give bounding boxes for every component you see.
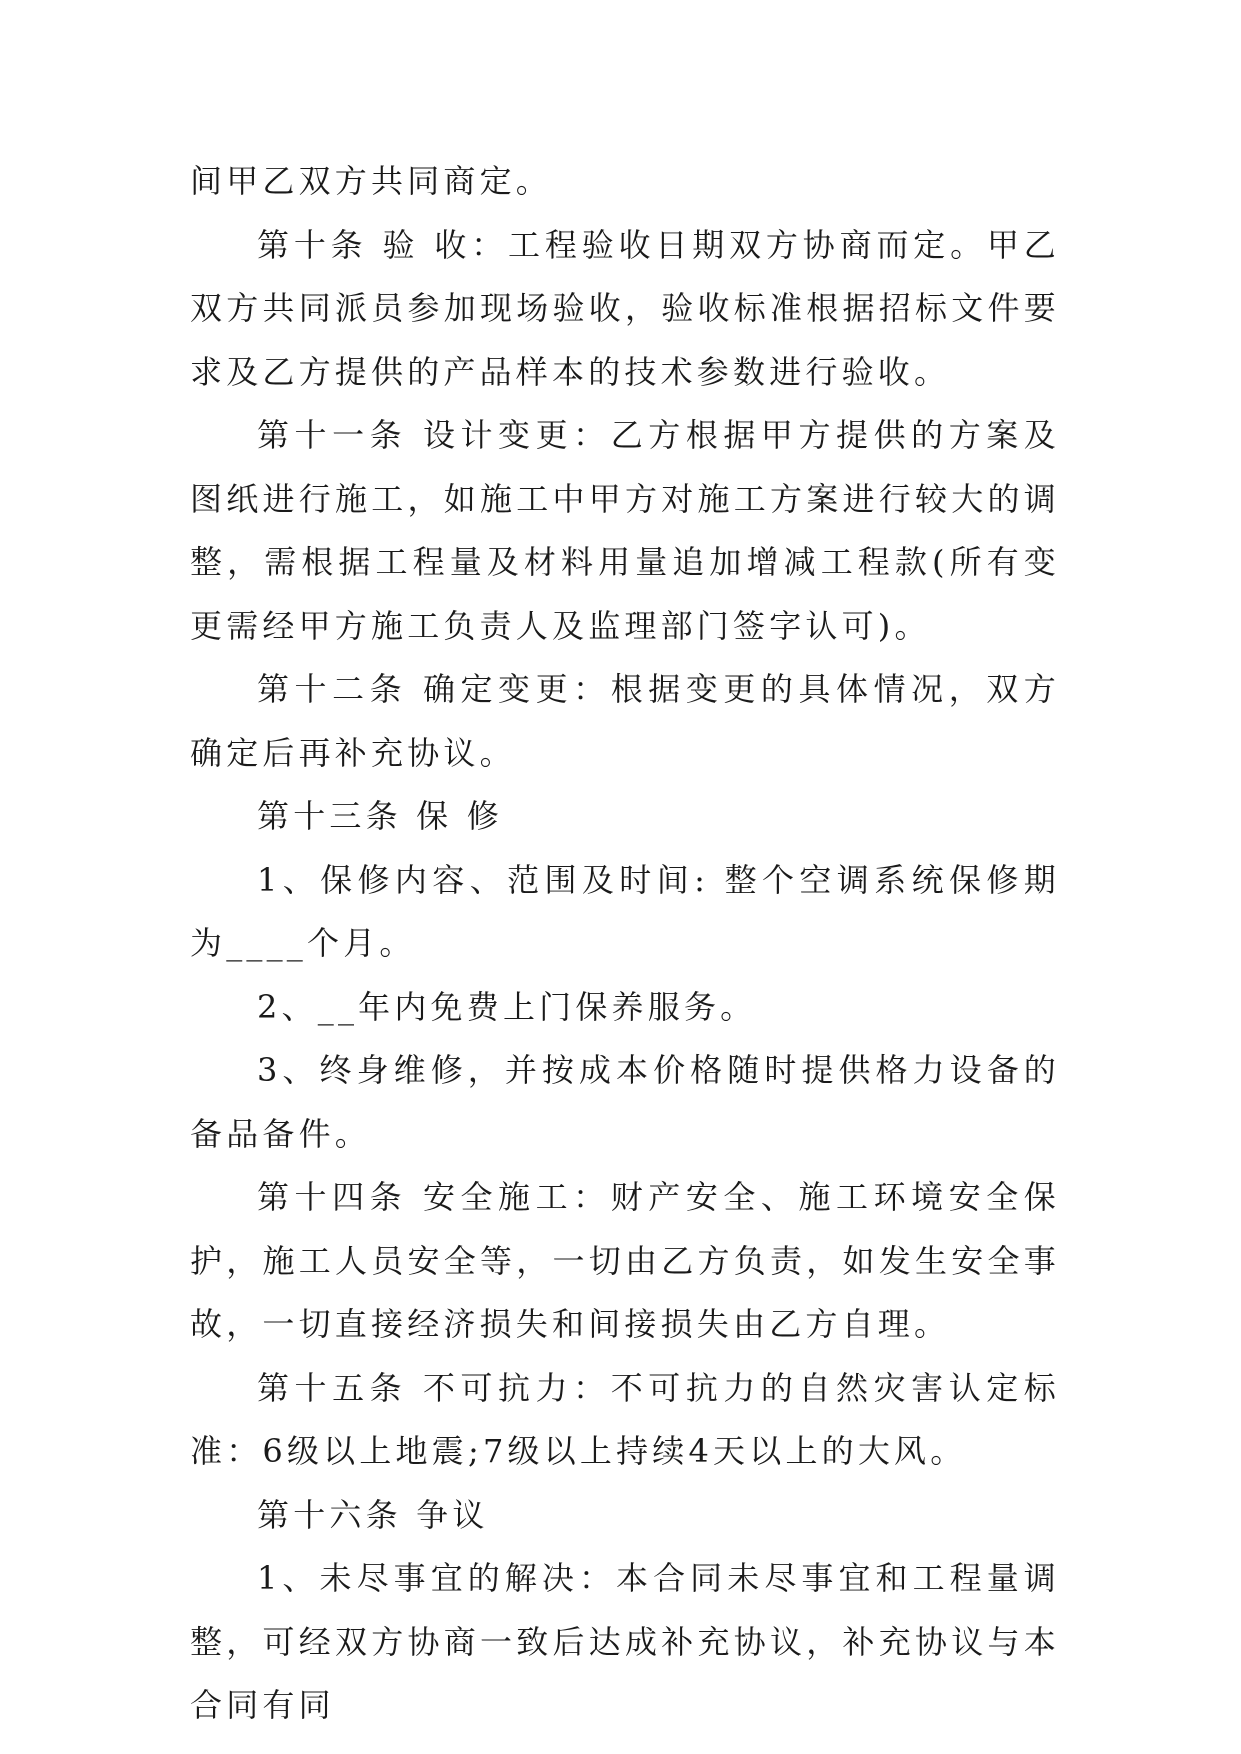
paragraph-article-13-item-3: 3、终身维修，并按成本价格随时提供格力设备的备品备件。	[190, 1051, 1060, 1153]
paragraph-article-13-item-2: 2、__年内免费上门保养服务。	[257, 987, 757, 1026]
paragraph-article-15: 第十五条 不可抗力：不可抗力的自然灾害认定标准：6级以上地震;7级以上持续4天以上的大风。	[190, 1368, 1060, 1470]
paragraph-article-10: 第十条 验 收：工程验收日期双方协商而定。甲乙双方共同派员参加现场验收，验收标准根据招标文件要求及乙方提供的产品样本的技术参数进行验收。	[190, 225, 1060, 391]
paragraph-article-14: 第十四条 安全施工：财产安全、施工环境安全保护，施工人员安全等，一切由乙方负责，如发生安全事故，一切直接经济损失和间接损失由乙方自理。	[190, 1178, 1060, 1343]
paragraph-article-13-heading: 第十三条 保 修	[257, 797, 503, 835]
paragraph-article-12: 第十二条 确定变更：根据变更的具体情况，双方确定后再补充协议。	[190, 670, 1060, 772]
paragraph-continuation: 间甲乙双方共同商定。	[190, 162, 553, 200]
paragraph-article-13-item-1: 1、保修内容、范围及时间: 整个空调系统保修期为____个月。	[190, 860, 1060, 962]
paragraph-article-16-item-1: 1、未尽事宜的解决：本合同未尽事宜和工程量调整，可经双方协商一致后达成补充协议，补充协议与本合同有同	[190, 1559, 1060, 1724]
paragraph-article-16-heading: 第十六条 争议	[257, 1495, 489, 1534]
document-body	[190, 150, 1060, 1738]
paragraph-article-11: 第十一条 设计变更：乙方根据甲方提供的方案及图纸进行施工，如施工中甲方对施工方案进行较大的调整，需根据工程量及材料用量追加增减工程款(所有变更需经甲方施工负责人及监理部门签字认可)。	[190, 416, 1060, 645]
